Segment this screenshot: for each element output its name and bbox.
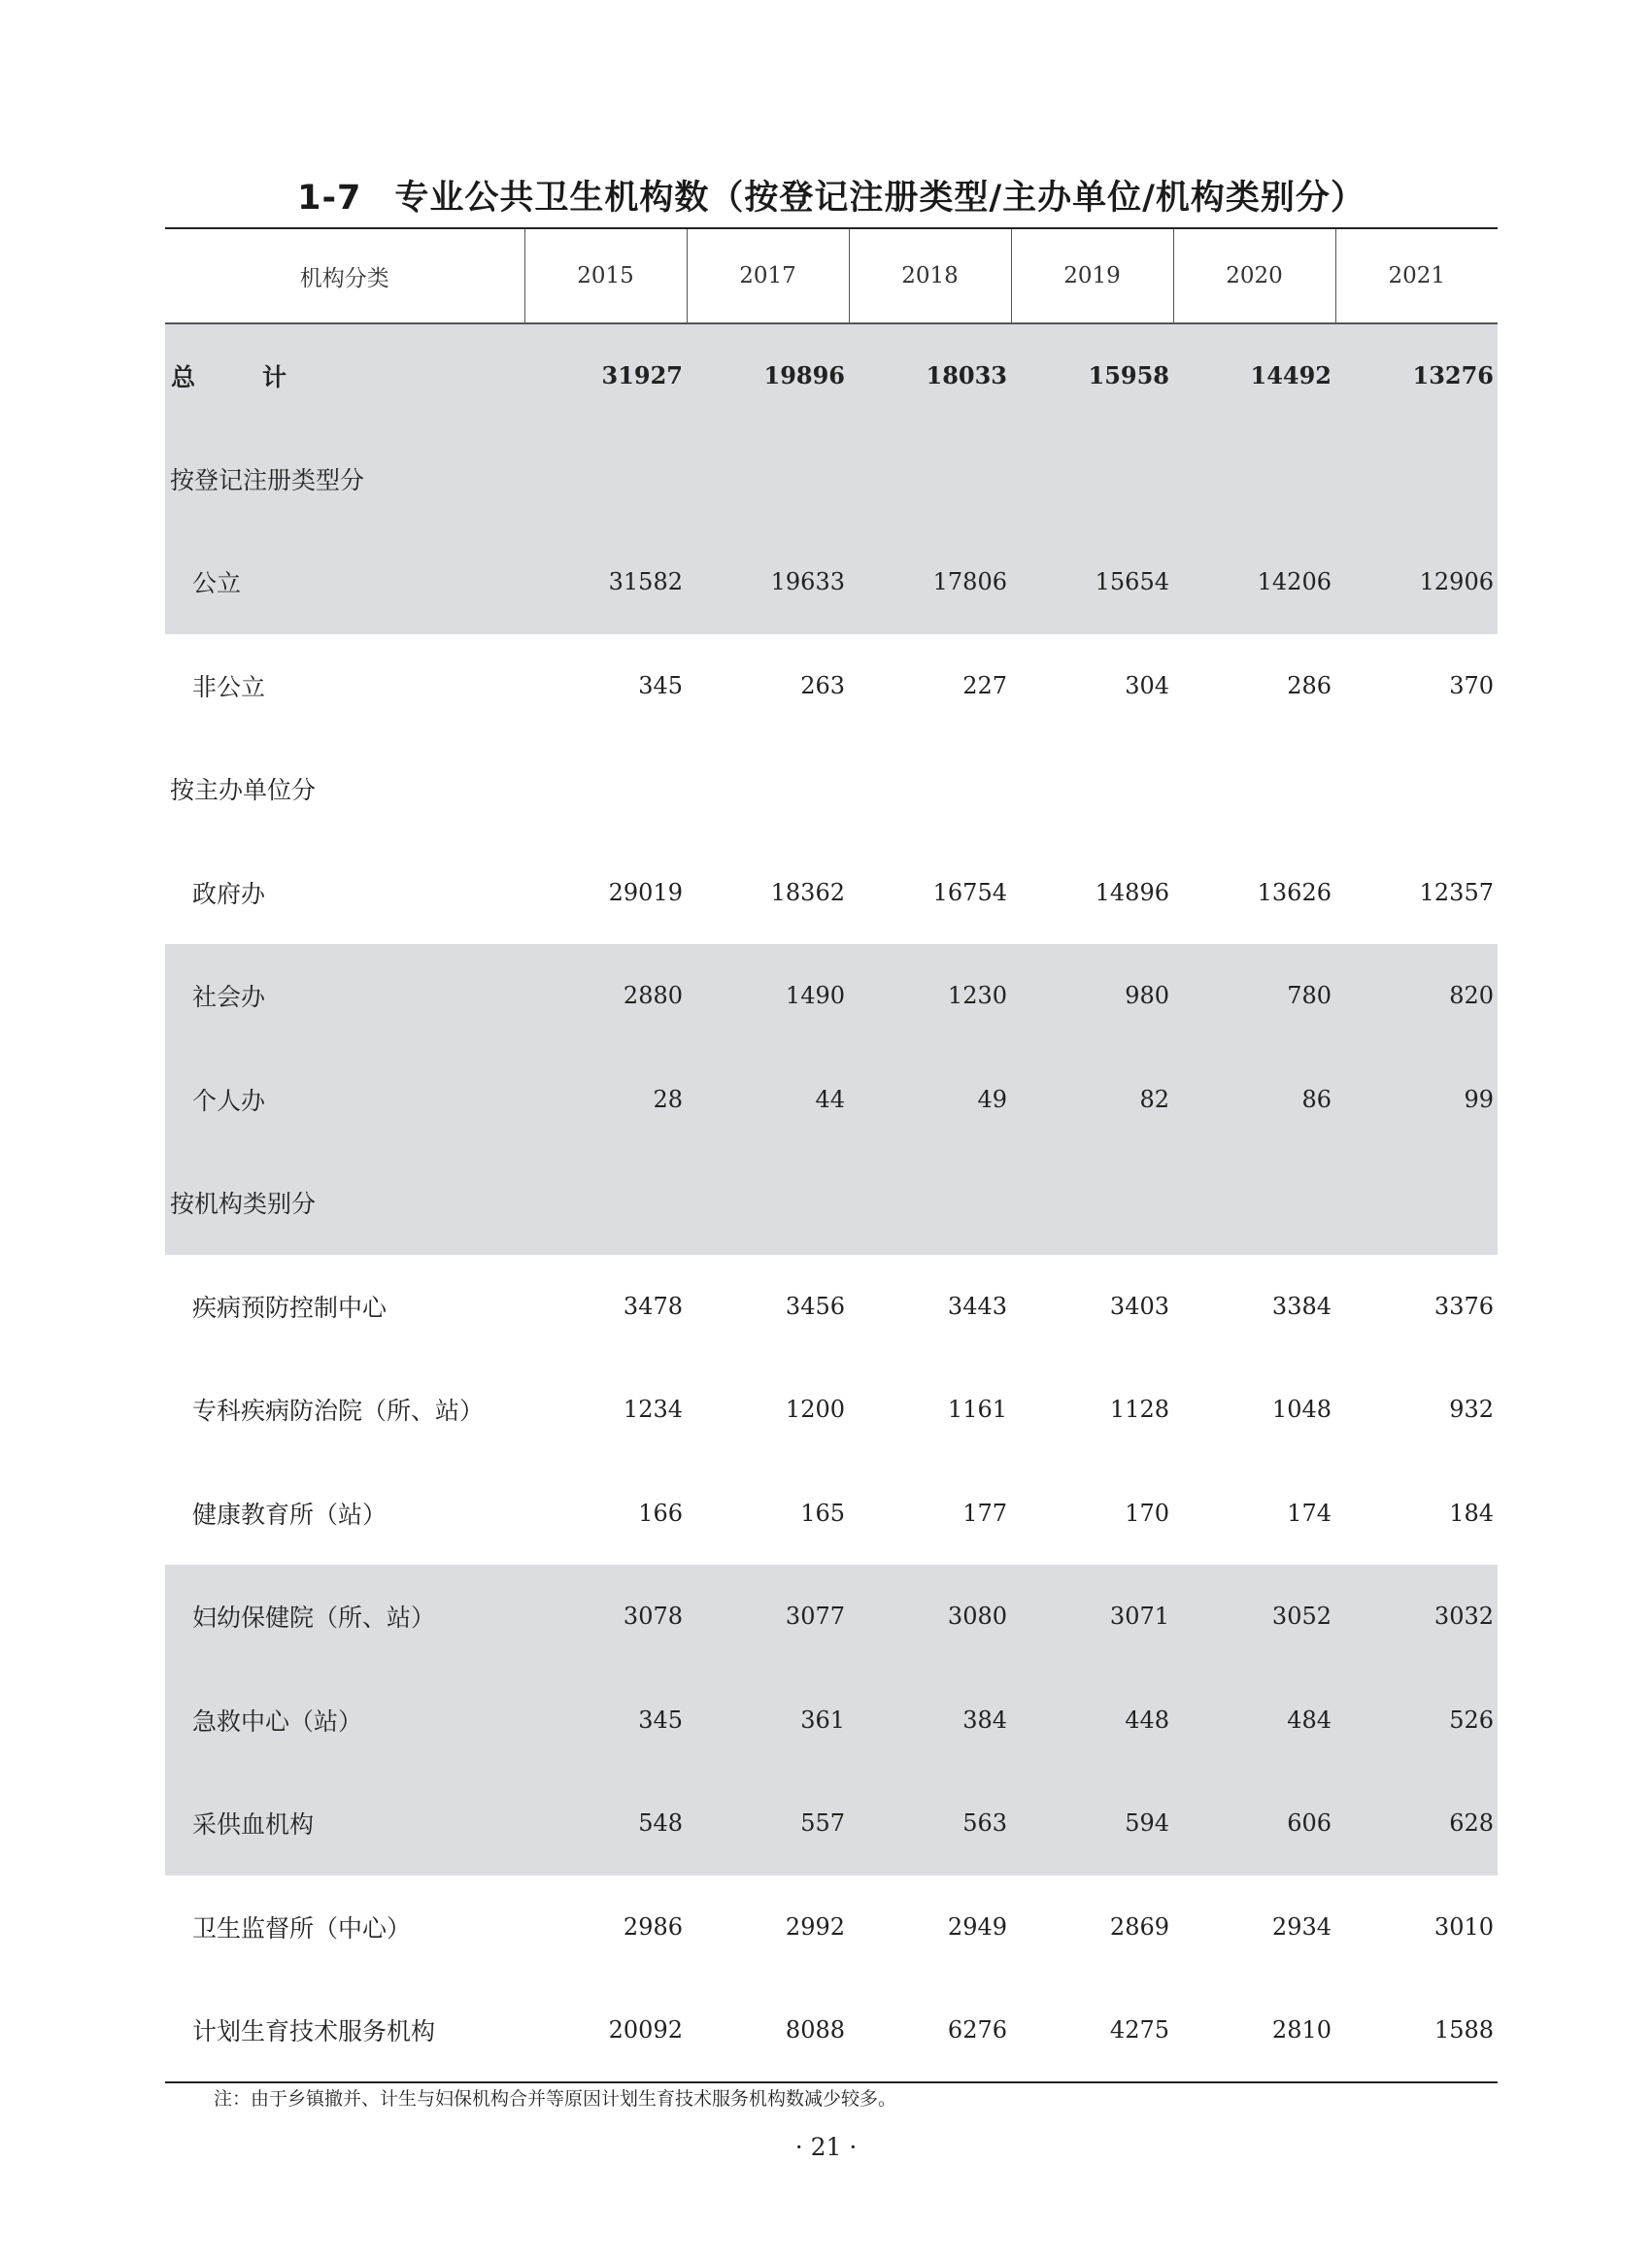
table-cell: 18033 <box>849 323 1011 427</box>
table-row <box>165 634 1498 738</box>
table-cell: 3010 <box>1433 1912 1494 1941</box>
table-cell: 3078 <box>524 1565 687 1669</box>
table-cell: 86 <box>1173 1048 1335 1152</box>
table-row <box>165 841 1498 945</box>
table-cell: 1161 <box>947 1396 1007 1424</box>
table-cell: 15654 <box>1011 530 1173 634</box>
page-title <box>165 171 1498 220</box>
table-cell: 12357 <box>1419 878 1494 906</box>
header-year: 2018 <box>849 228 1011 323</box>
table-cell <box>524 737 687 841</box>
table-cell: 361 <box>687 1669 849 1773</box>
table-cell <box>849 1151 1011 1255</box>
table-cell: 2934 <box>1271 1912 1332 1941</box>
table-cell <box>1011 1151 1173 1255</box>
header-year: 2019 <box>1011 228 1173 323</box>
table-cell: 17806 <box>849 530 1011 634</box>
table-cell: 932 <box>1449 1396 1494 1424</box>
table-cell: 82 <box>1011 1048 1173 1152</box>
table-cell: 2880 <box>524 944 687 1048</box>
table-cell: 2869 <box>1109 1912 1169 1941</box>
row-label: 社会办 <box>165 944 524 1048</box>
row-label: 个人办 <box>165 1048 524 1152</box>
table-row <box>165 1565 1498 1669</box>
row-label: 按主办单位分 <box>170 776 317 805</box>
table-cell: 166 <box>638 1499 683 1527</box>
table-title: 专业公共卫生机构数（按登记注册类型/主办单位/机构类别分） <box>394 179 1365 218</box>
table-cell: 1588 <box>1335 1978 1498 2082</box>
table-cell: 484 <box>1173 1669 1335 1773</box>
section-row <box>165 737 1498 841</box>
row-label: 非公立 <box>192 672 266 701</box>
header-year: 2015 <box>524 228 687 323</box>
table-cell: 628 <box>1335 1772 1498 1875</box>
table-cell <box>1335 1151 1498 1255</box>
table-row <box>165 1875 1498 1979</box>
total-row <box>165 323 1498 427</box>
table-cell <box>1173 1151 1335 1255</box>
table-cell: 13276 <box>1335 323 1498 427</box>
table-cell: 4275 <box>1011 1978 1173 2082</box>
table-cell: 31582 <box>524 530 687 634</box>
table-row <box>165 1462 1498 1566</box>
table-row <box>165 944 1498 1048</box>
row-label: 按登记注册类型分 <box>165 427 524 531</box>
table-cell: 20092 <box>524 1978 687 2082</box>
table-cell: 3077 <box>687 1565 849 1669</box>
table-cell: 263 <box>800 671 845 699</box>
table-cell: 165 <box>800 1499 845 1527</box>
table-cell: 3443 <box>947 1292 1007 1320</box>
table-cell: 563 <box>849 1772 1011 1875</box>
table-cell: 3032 <box>1335 1565 1498 1669</box>
table-cell: 1230 <box>849 944 1011 1048</box>
table-cell <box>849 737 1011 841</box>
table-cell <box>524 1151 687 1255</box>
table-cell: 170 <box>1125 1499 1169 1527</box>
table-cell: 6276 <box>849 1978 1011 2082</box>
table-cell: 370 <box>1449 671 1494 699</box>
table-cell: 286 <box>1287 671 1332 699</box>
table-cell <box>1173 737 1335 841</box>
row-label: 计划生育技术服务机构 <box>165 1978 524 2082</box>
table-cell: 780 <box>1173 944 1335 1048</box>
table-cell <box>524 427 687 531</box>
section-row <box>165 427 1498 531</box>
table-cell: 304 <box>1125 671 1169 699</box>
table-cell <box>1011 737 1173 841</box>
table-cell: 557 <box>687 1772 849 1875</box>
table-cell: 1200 <box>785 1396 845 1424</box>
table-cell: 29019 <box>608 878 683 906</box>
table-cell: 1490 <box>687 944 849 1048</box>
table-cell: 99 <box>1335 1048 1498 1152</box>
table-cell: 12906 <box>1335 530 1498 634</box>
table-cell: 594 <box>1011 1772 1173 1875</box>
table-cell: 15958 <box>1011 323 1173 427</box>
header-year: 2021 <box>1335 228 1498 323</box>
table-cell <box>1173 427 1335 531</box>
table-row <box>165 530 1498 634</box>
table-cell: 2810 <box>1173 1978 1335 2082</box>
table-cell: 19896 <box>687 323 849 427</box>
table-cell <box>687 737 849 841</box>
table-cell: 2992 <box>785 1912 845 1941</box>
header-row <box>165 228 1498 323</box>
row-label: 按机构类别分 <box>165 1151 524 1255</box>
row-label: 健康教育所（站） <box>192 1500 388 1529</box>
table-cell: 177 <box>962 1499 1007 1527</box>
table-cell: 548 <box>524 1772 687 1875</box>
table-cell: 19633 <box>687 530 849 634</box>
table-cell: 3071 <box>1011 1565 1173 1669</box>
table-row <box>165 1772 1498 1875</box>
header-year: 2020 <box>1173 228 1335 323</box>
table-row <box>165 1048 1498 1152</box>
table-cell: 18362 <box>770 878 845 906</box>
table-cell: 174 <box>1287 1499 1332 1527</box>
table-cell: 820 <box>1335 944 1498 1048</box>
table-cell <box>1335 427 1498 531</box>
row-label: 政府办 <box>192 879 266 908</box>
table-cell: 16754 <box>932 878 1007 906</box>
table-cell: 44 <box>687 1048 849 1152</box>
table-cell: 14206 <box>1173 530 1335 634</box>
row-label: 专科疾病防治院（所、站） <box>192 1397 485 1426</box>
table-cell: 980 <box>1011 944 1173 1048</box>
table-row <box>165 1255 1498 1359</box>
table-cell: 184 <box>1449 1499 1494 1527</box>
table-cell: 14492 <box>1173 323 1335 427</box>
table-cell: 3052 <box>1173 1565 1335 1669</box>
page-number: · 21 · <box>794 2133 858 2161</box>
table-cell: 3376 <box>1433 1292 1494 1320</box>
table-cell: 1234 <box>623 1396 683 1424</box>
table-cell: 31927 <box>524 323 687 427</box>
table-cell: 345 <box>638 671 683 699</box>
table-cell: 28 <box>524 1048 687 1152</box>
section-row <box>165 1151 1498 1255</box>
table-cell: 227 <box>962 671 1007 699</box>
table-cell: 3478 <box>623 1292 683 1320</box>
row-label: 妇幼保健院（所、站） <box>165 1565 524 1669</box>
table-cell <box>849 427 1011 531</box>
table-cell <box>687 1151 849 1255</box>
row-label: 总 计 <box>165 323 524 427</box>
table-cell <box>687 427 849 531</box>
table-cell: 49 <box>849 1048 1011 1152</box>
table-cell: 8088 <box>687 1978 849 2082</box>
table-cell: 2949 <box>947 1912 1007 1941</box>
table-cell <box>1335 737 1498 841</box>
table-cell: 3080 <box>849 1565 1011 1669</box>
table-cell: 3403 <box>1109 1292 1169 1320</box>
table-cell: 13626 <box>1257 878 1332 906</box>
row-label: 公立 <box>165 530 524 634</box>
table-cell: 2986 <box>623 1912 683 1941</box>
table-cell: 1048 <box>1271 1396 1332 1424</box>
row-label: 疾病预防控制中心 <box>192 1293 388 1322</box>
table-cell <box>1011 427 1173 531</box>
header-category: 机构分类 <box>165 228 524 323</box>
table-cell: 1128 <box>1109 1396 1169 1424</box>
table-row <box>165 1978 1498 2082</box>
table-cell: 3456 <box>785 1292 845 1320</box>
table-number: 1-7 <box>297 179 362 218</box>
header-year: 2017 <box>687 228 849 323</box>
table-row <box>165 1358 1498 1462</box>
table-cell: 384 <box>849 1669 1011 1773</box>
table-cell: 606 <box>1173 1772 1335 1875</box>
data-table <box>165 227 1498 2083</box>
table-cell: 14896 <box>1095 878 1169 906</box>
table-cell: 345 <box>524 1669 687 1773</box>
row-label: 急救中心（站） <box>165 1669 524 1773</box>
row-label: 采供血机构 <box>165 1772 524 1875</box>
footnote: 注：由于乡镇撤并、计生与妇保机构合并等原因计划生育技术服务机构数减少较多。 <box>214 2088 897 2110</box>
row-label: 卫生监督所（中心） <box>192 1913 412 1943</box>
table-cell: 526 <box>1335 1669 1498 1773</box>
table-cell: 448 <box>1011 1669 1173 1773</box>
table-row <box>165 1669 1498 1773</box>
table-cell: 3384 <box>1271 1292 1332 1320</box>
